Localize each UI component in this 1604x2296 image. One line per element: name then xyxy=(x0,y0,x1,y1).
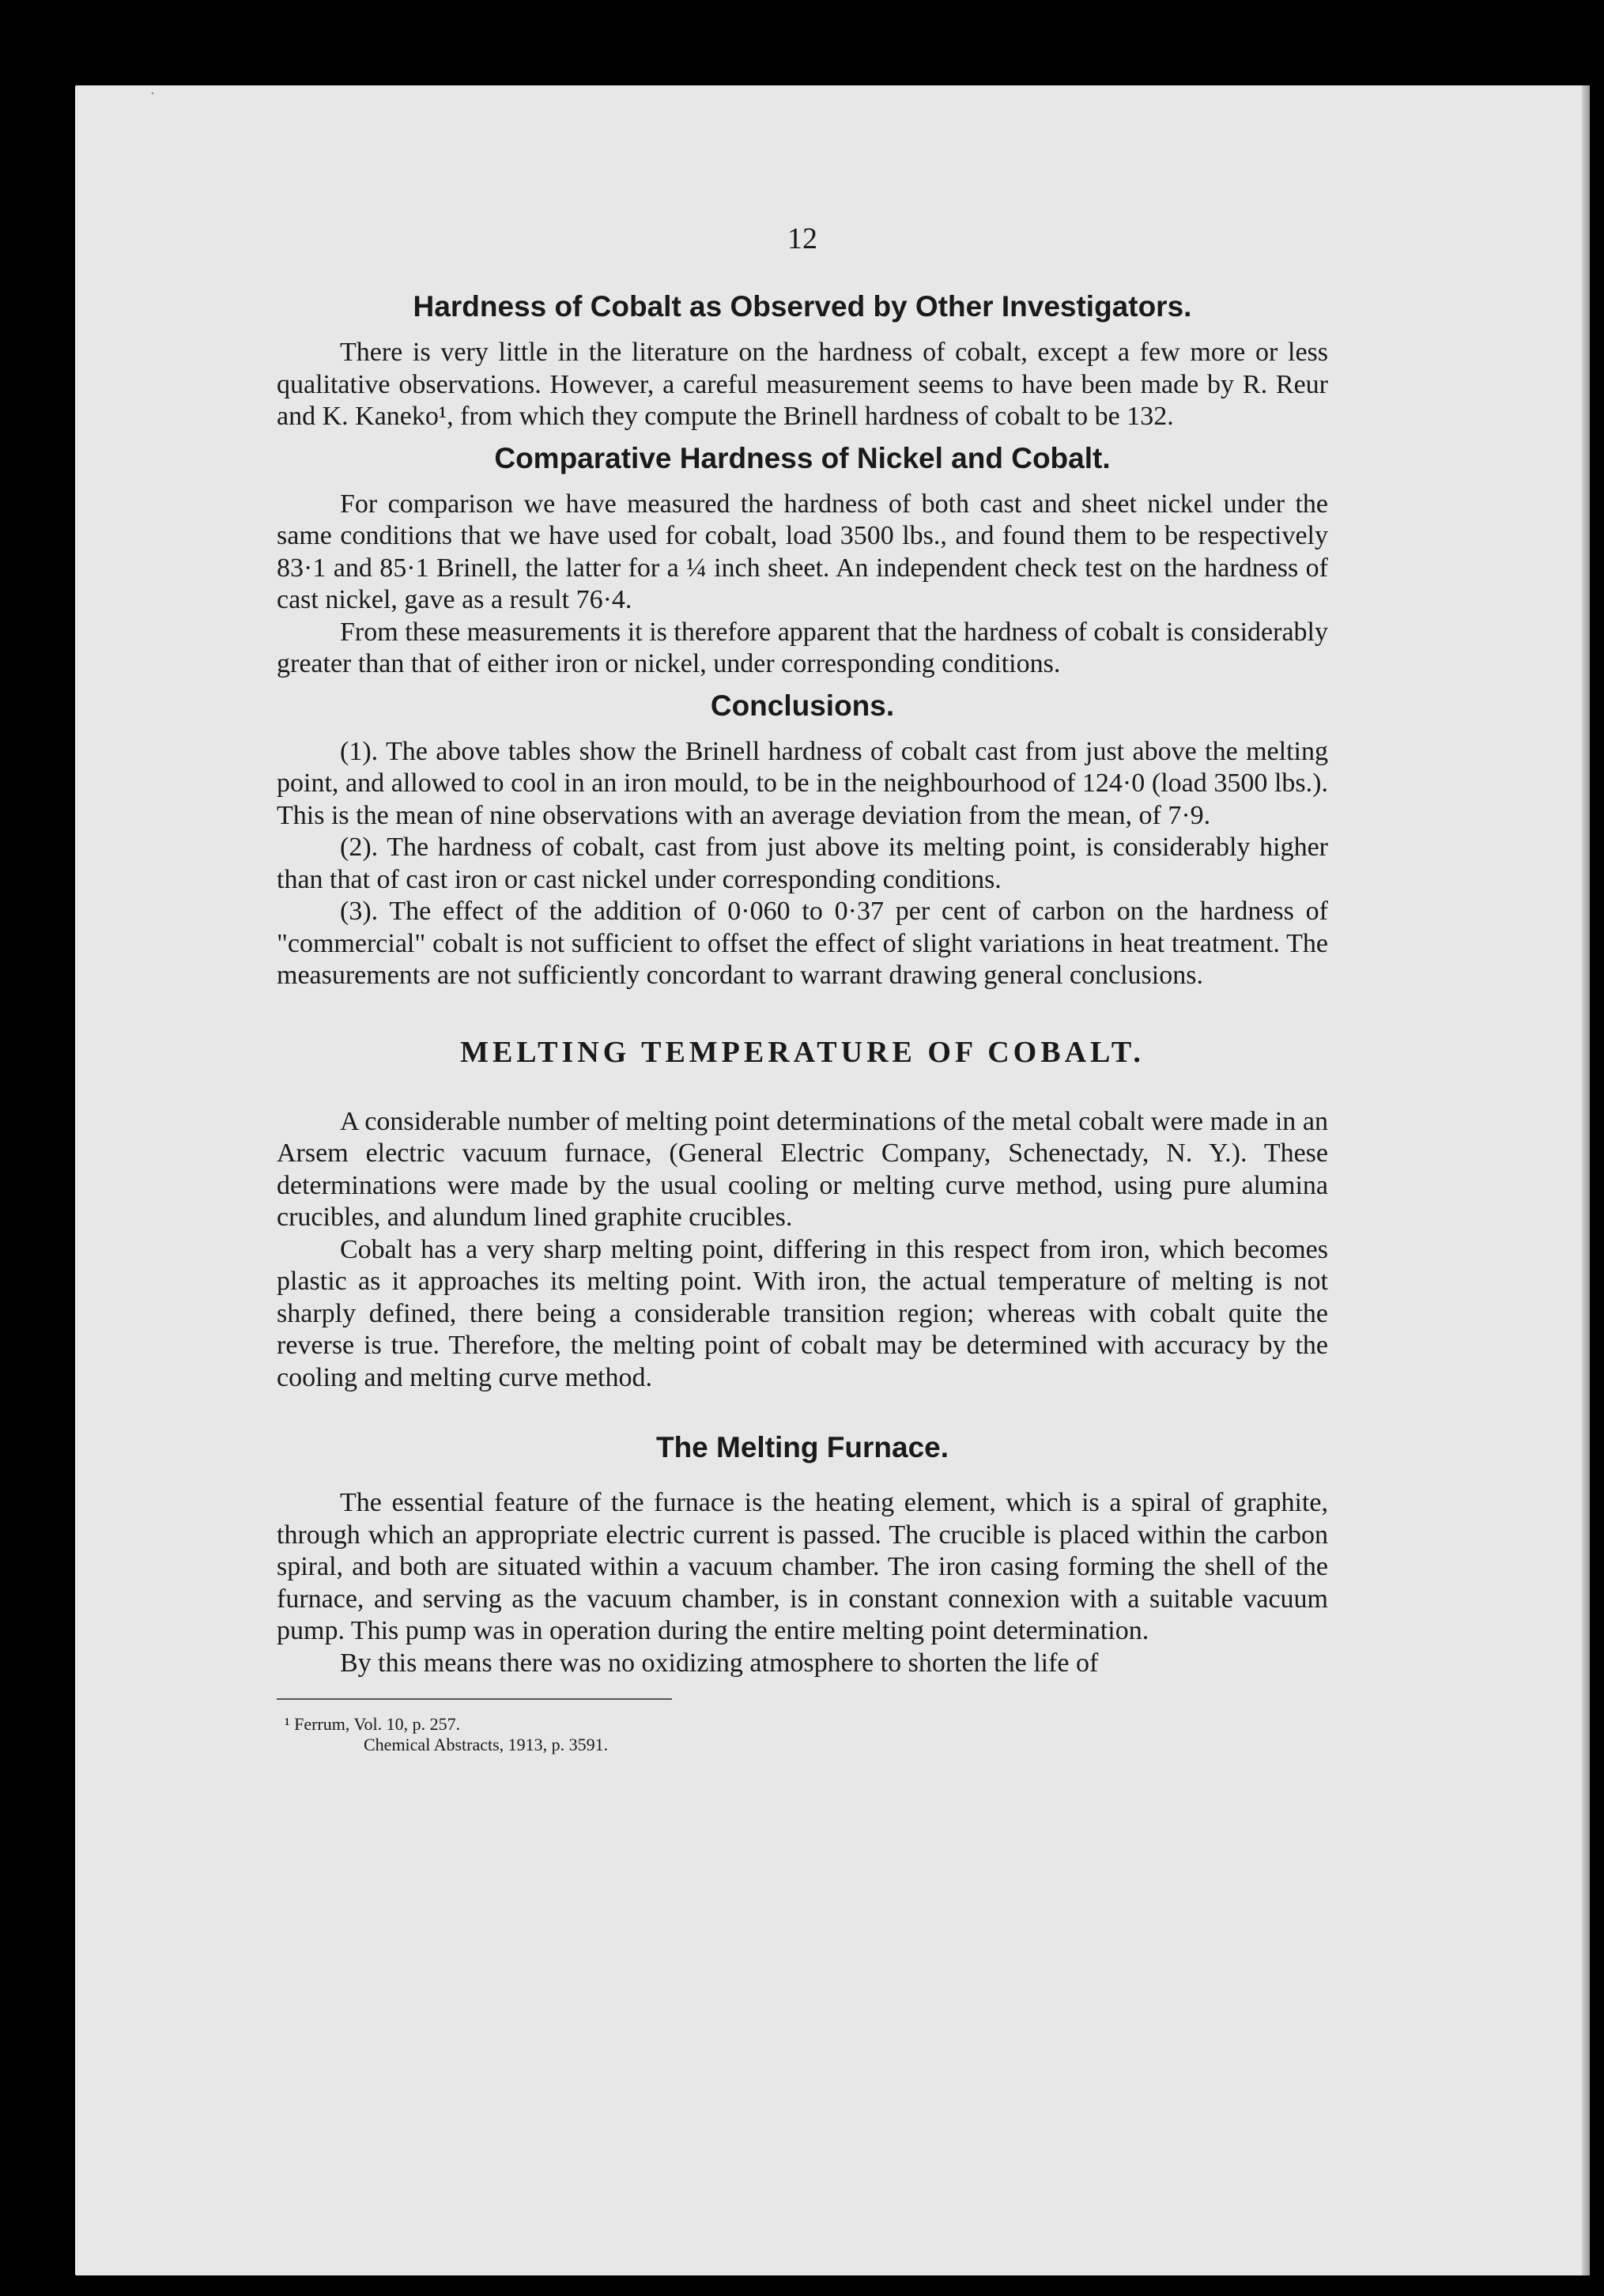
paragraph-comparative-2: From these measurements it is therefore apparent that the hardness of cobalt is considerably greater than that of either iron or nickel, under corresponding conditions. xyxy=(277,617,1328,678)
paragraph-conclusion-2: (2). The hardness of cobalt, cast from just above its melting point, is considerably higher than that of cast iron or cast nickel under corresponding conditions. xyxy=(277,833,1328,894)
paragraph-conclusion-1: (1). The above tables show the Brinell hardness of cobalt cast from just above the melting point, and allowed to cool in an iron mould, to be in the neighbourhood of 124·0 (load 3500 lbs.). This is the mean of nine observations with an average deviation from the mean, of 7·9. xyxy=(277,736,1328,830)
book-spine-edge xyxy=(1582,85,1590,2275)
heading-comparative-hardness: Comparative Hardness of Nickel and Cobalt. xyxy=(494,441,1111,474)
footnote-ferrum: ¹ Ferrum, Vol. 10, p. 257. xyxy=(285,1714,461,1734)
paragraph-melting-temperature-1: A considerable number of melting point determinations of the metal cobalt were made in an Arsem electric vacuum furnace, (General Electric Company, Schenectady, N. Y.). These determinations were made by the usual cooling or melting curve method, using pure alumina crucibles, and alundum lined graphite crucibles. xyxy=(277,1106,1328,1232)
paragraph-melting-furnace-2: By this means there was no oxidizing atmosphere to shorten the life of xyxy=(340,1648,1099,1678)
paragraph-melting-temperature-2: Cobalt has a very sharp melting point, differing in this respect from iron, which becomes plastic as it approaches its melting point. With iron, the actual temperature of melting is not sharply defined, there being a considerable transition region; whereas with cobalt quite the reverse is true. Therefore, the melting point of cobalt may be determined with accuracy by the cooling and melting curve method. xyxy=(277,1234,1328,1392)
footnote-chemical-abstracts: Chemical Abstracts, 1913, p. 3591. xyxy=(364,1735,609,1754)
paragraph-hardness-others-1: There is very little in the literature on the hardness of cobalt, except a few more or less qualitative observations. However, a careful measurement seems to have been made by R. Reur and K. Kaneko¹, from which they compute the Brinell hardness of cobalt to be 132. xyxy=(277,338,1328,431)
page-text-block xyxy=(277,221,1328,1755)
heading-melting-temperature: MELTING TEMPERATURE OF COBALT. xyxy=(460,1035,1145,1069)
heading-hardness-others: Hardness of Cobalt as Observed by Other Investigators. xyxy=(413,290,1192,323)
page-number: 12 xyxy=(787,222,817,255)
heading-conclusions: Conclusions. xyxy=(710,689,895,722)
paragraph-melting-furnace-1: The essential feature of the furnace is the heating element, which is a spiral of graphite, through which an appropriate electric current is passed. The crucible is placed within the carbon spiral, and both are situated within a vacuum chamber. The iron casing forming the shell of the furnace, and serving as the vacuum chamber, is in constant connexion with a suitable vacuum pump. This pump was in operation during the entire melting point determination. xyxy=(277,1488,1328,1645)
scan-speck: · xyxy=(150,85,155,102)
paragraph-conclusion-3: (3). The effect of the addition of 0·060 to 0·37 per cent of carbon on the hardness of "commercial" cobalt is not sufficient to offset the effect of slight variations in heat treatment. The measurements are not sufficiently concordant to warrant drawing general conclusions. xyxy=(277,897,1328,990)
footnote-divider xyxy=(277,1698,672,1700)
paragraph-comparative-1: For comparison we have measured the hardness of both cast and sheet nickel under the same conditions that we have used for cobalt, load 3500 lbs., and found them to be respectively 83·1 and 85·1 Brinell, the latter for a ¼ inch sheet. An independent check test on the hardness of cast nickel, gave as a result 76·4. xyxy=(277,489,1328,614)
heading-melting-furnace: The Melting Furnace. xyxy=(655,1431,949,1463)
